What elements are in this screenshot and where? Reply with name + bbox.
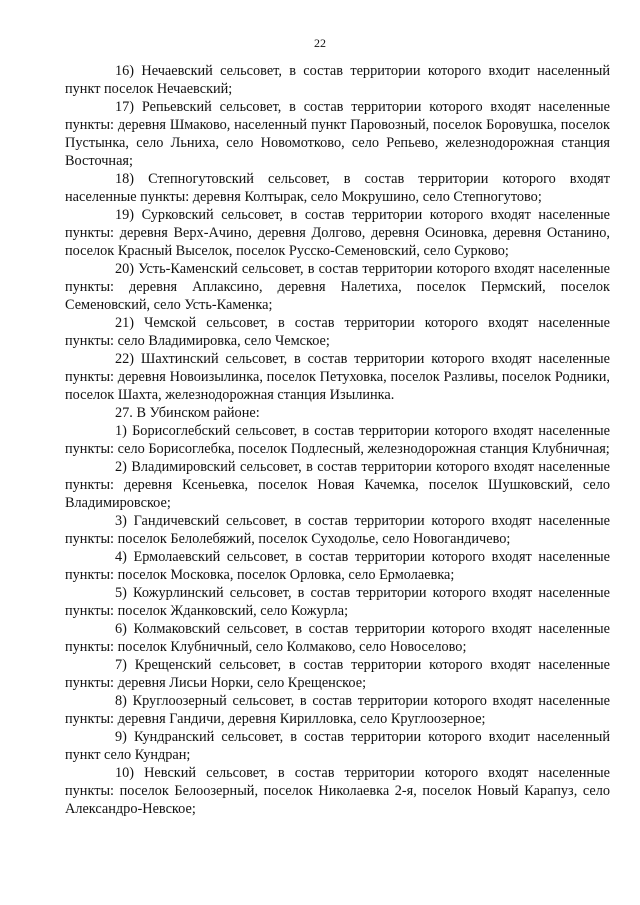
paragraph-krugloozerny: 8) Круглоозерный сельсовет, в состав территории которого входят населенные пункты: деревня Гандичи, деревня Кирилловка, село Круглоозерное;: [65, 693, 610, 727]
paragraph-borisoglebsky: 1) Борисоглебский сельсовет, в состав территории которого входят населенные пункты: село Борисоглебка, поселок Подлесный, железнодорожная станция Клубничная;: [65, 423, 610, 457]
paragraph-nevsky: 10) Невский сельсовет, в состав территории которого входят населенные пункты: поселок Белоозерный, поселок Николаевка 2-я, поселок Новый Карапуз, село Александро-Невское;: [65, 765, 610, 817]
paragraph-nechaevsky: 16) Нечаевский сельсовет, в состав территории которого входит населенный пункт поселок Нечаевский;: [65, 63, 610, 97]
document-body: [65, 62, 610, 818]
paragraph-repievsky: 17) Репьевский сельсовет, в состав территории которого входят населенные пункты: деревня Шмаково, населенный пункт Паровозный, поселок Боровушка, поселок Пустынка, село Льниха, село Новомотково, село Репьево, железнодорожная станция Восточная;: [65, 99, 610, 169]
paragraph-kreshchensky: 7) Крещенский сельсовет, в состав территории которого входят населенные пункты: деревня Лисьи Норки, село Крещенское;: [65, 657, 610, 691]
paragraph-kundransky: 9) Кундранский сельсовет, в состав территории которого входит населенный пункт село Кундран;: [65, 729, 610, 763]
page-number: 22: [314, 36, 326, 50]
paragraph-ermolaevsky: 4) Ермолаевский сельсовет, в состав территории которого входят населенные пункты: поселок Московка, поселок Орловка, село Ермолаевка;: [65, 549, 610, 583]
paragraph-kolmakovsky: 6) Колмаковский сельсовет, в состав территории которого входят населенные пункты: поселок Клубничный, село Колмаково, село Новоселово;: [65, 621, 610, 655]
paragraph-vladimirovsky: 2) Владимировский сельсовет, в состав территории которого входят населенные пункты: деревня Ксеньевка, поселок Новая Качемка, поселок Шушковский, село Владимировское;: [65, 459, 610, 511]
paragraph-shakhtinsky: 22) Шахтинский сельсовет, в состав территории которого входят населенные пункты: деревня Новоизылинка, поселок Петуховка, поселок Разливы, поселок Родники, поселок Шахта, железнодорожная станция Изылинка.: [65, 351, 610, 403]
paragraph-chemskoy: 21) Чемской сельсовет, в состав территории которого входят населенные пункты: село Владимировка, село Чемское;: [65, 315, 610, 349]
paragraph-stepnogutovsky: 18) Степногутовский сельсовет, в состав территории которого входят населенные пункты: деревня Колтырак, село Мокрушино, село Степногутово;: [65, 171, 610, 205]
paragraph-ust-kamensky: 20) Усть-Каменский сельсовет, в состав территории которого входят населенные пункты: деревня Аплаксино, деревня Налетиха, поселок Пермский, поселок Семеновский, село Усть-Каменка;: [65, 261, 610, 313]
paragraph-gandichevsky: 3) Гандичевский сельсовет, в состав территории которого входят населенные пункты: поселок Белолебяжий, поселок Суходолье, село Новогандичево;: [65, 513, 610, 547]
paragraph-kozhurlinsky: 5) Кожурлинский сельсовет, в состав территории которого входят населенные пункты: поселок Жданковский, село Кожурла;: [65, 585, 610, 619]
section-heading-ubinsky: 27. В Убинском районе:: [115, 405, 260, 421]
paragraph-surkovsky: 19) Сурковский сельсовет, в состав территории которого входят населенные пункты: деревня Верх-Ачино, деревня Долгово, деревня Осиновка, деревня Останино, поселок Красный Выселок, поселок Русско-Семеновский, село Сурково;: [65, 207, 610, 259]
